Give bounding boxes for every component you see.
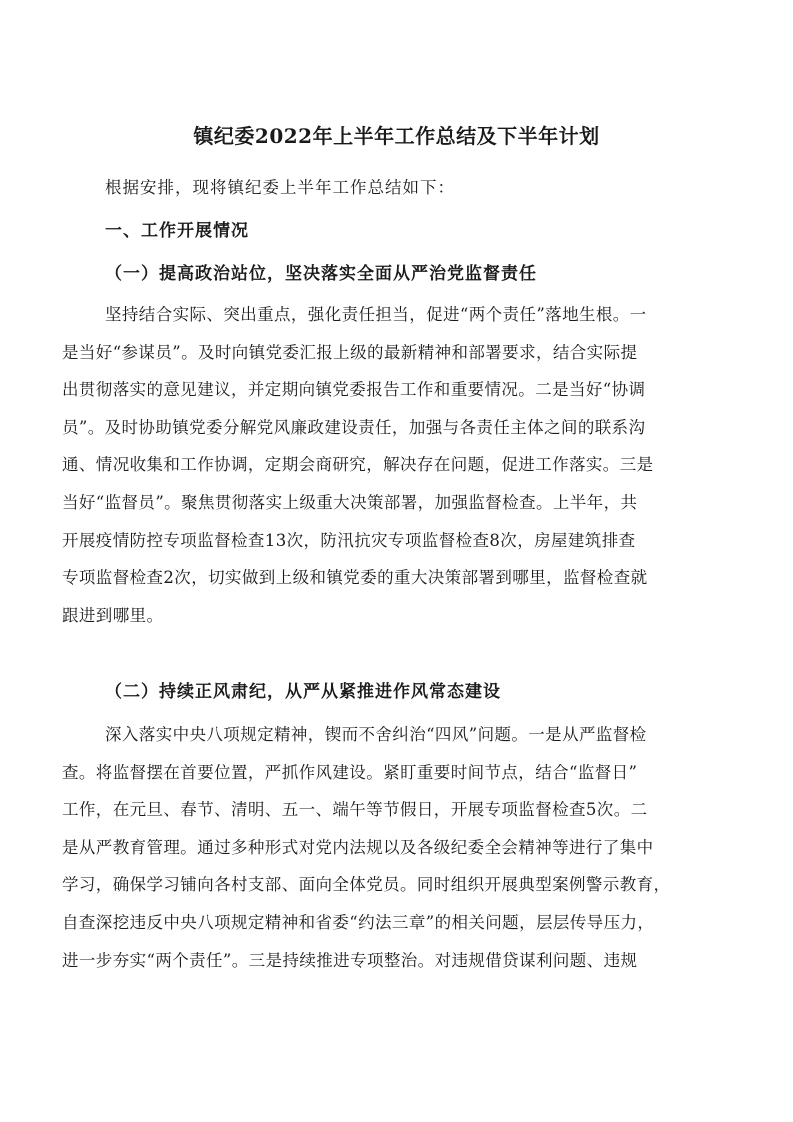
paragraph-line: 专项监督检查2次，切实做到上级和镇党委的重大决策部署到哪里，监督检查就 xyxy=(62,568,648,588)
paragraph-line: 是从严教育管理。通过多种形式对党内法规以及各级纪委全会精神等进行了集中 xyxy=(62,837,654,857)
intro-text: 根据安排，现将镇纪委上半年工作总结如下： xyxy=(105,178,455,197)
paragraph-line: 跟进到哪里。 xyxy=(62,605,164,625)
paragraph-work-style xyxy=(62,716,738,979)
paragraph-line: 查。将监督摆在首要位置，严抓作风建设。紧盯重要时间节点，结合“监督日” xyxy=(62,762,638,782)
paragraph-line: 进一步夯实“两个责任”。三是持续推进专项整治。对违规借贷谋利问题、违规 xyxy=(62,950,638,970)
paragraph-line: 学习，确保学习铺向各村支部、面向全体党员。同时组织开展典型案例警示教育， xyxy=(62,875,671,895)
paragraph-supervision-duty xyxy=(62,296,738,634)
paragraph-line: 自查深挖违反中央八项规定精神和省委“约法三章”的相关问题，层层传导压力， xyxy=(62,912,655,932)
paragraph-line: 出贯彻落实的意见建议，并定期向镇党委报告工作和重要情况。二是当好“协调 xyxy=(62,380,646,400)
paragraph-line: 是当好“参谋员”。及时向镇党委汇报上级的最新精神和部署要求，结合实际提 xyxy=(62,342,638,362)
section-heading-work-progress: 一、工作开展情况 xyxy=(105,221,249,241)
paragraph-line: 通、情况收集和工作协调，定期会商研究，解决存在问题，促进工作落实。三是 xyxy=(62,455,654,475)
paragraph-line: 深入落实中央八项规定精神，锲而不舍纠治“四风”问题。一是从严监督检 xyxy=(105,725,647,744)
paragraph-line: 员”。及时协助镇党委分解党风廉政建设责任，加强与各责任主体之间的联系沟 xyxy=(62,417,646,437)
paragraph-line: 开展疫情防控专项监督检查13次，防汛抗灾专项监督检查8次，房屋建筑排查 xyxy=(62,530,636,550)
subsection-heading-political-stance: （一）提高政治站位，坚决落实全面从严治党监督责任 xyxy=(105,264,537,284)
subsection-heading-work-style: （二）持续正风肃纪，从严从紧推进作风常态建设 xyxy=(105,682,501,702)
paragraph-line: 坚持结合实际、突出重点，强化责任担当，促进“两个责任”落地生根。一 xyxy=(105,305,647,324)
paragraph-line: 工作，在元旦、春节、清明、五一、端午等节假日，开展专项监督检查5次。二 xyxy=(62,800,648,820)
paragraph-line: 当好“监督员”。聚焦贯彻落实上级重大决策部署，加强监督检查。上半年，共 xyxy=(62,492,638,512)
document-title: 镇纪委2022年上半年工作总结及下半年计划 xyxy=(193,124,600,148)
